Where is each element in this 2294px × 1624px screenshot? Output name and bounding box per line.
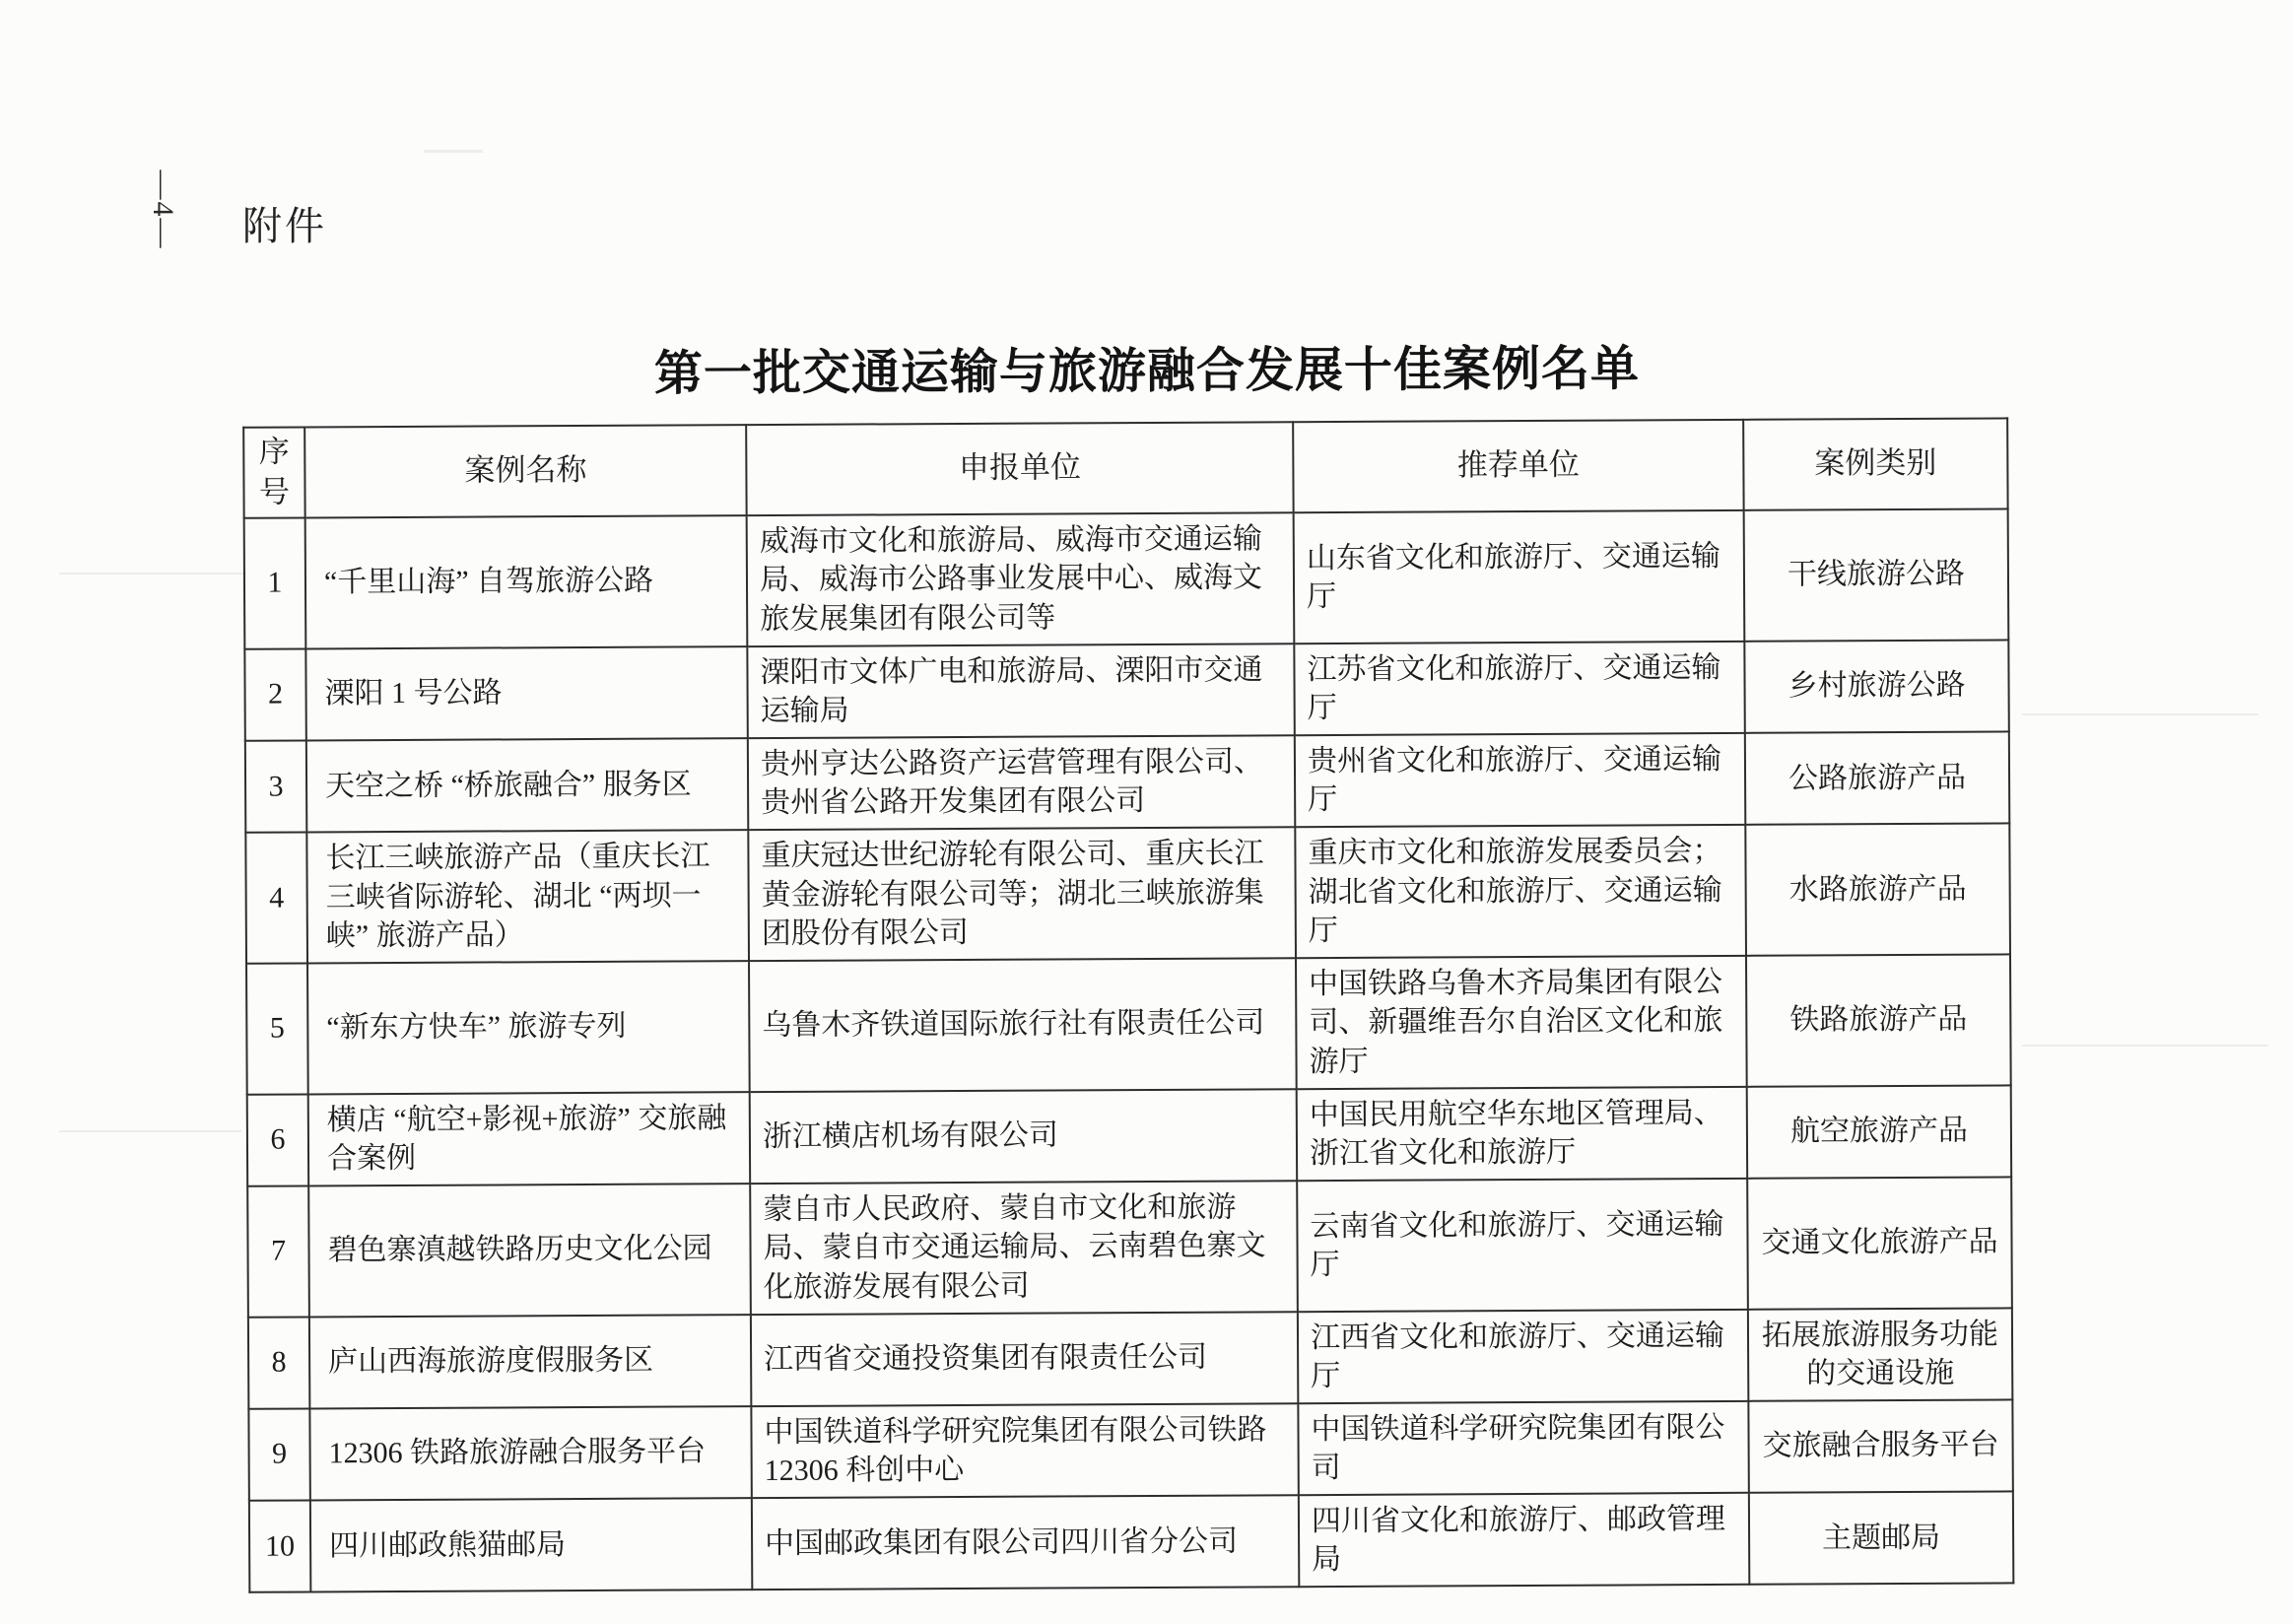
attachment-label: 附件	[242, 204, 327, 248]
scan-artifact	[59, 1130, 241, 1132]
cell-case-name: “千里山海” 自驾旅游公路	[305, 515, 748, 648]
cell-recommender: 中国铁路乌鲁木齐局集团有限公司、新疆维吾尔自治区文化和旅游厅	[1296, 956, 1747, 1089]
cell-recommender: 江西省文化和旅游厅、交通运输厅	[1298, 1309, 1748, 1403]
cell-recommender: 山东省文化和旅游厅、交通运输厅	[1294, 510, 1745, 643]
cell-index: 1	[244, 517, 306, 648]
cell-category: 交旅融合服务平台	[1748, 1399, 2012, 1493]
scan-artifact	[2022, 713, 2259, 715]
table-row	[248, 1308, 2012, 1409]
cell-recommender: 贵州省文化和旅游厅、交通运输厅	[1295, 733, 1745, 828]
cell-recommender: 中国民用航空华东地区管理局、浙江省文化和旅游厅	[1297, 1086, 1747, 1181]
col-header-category: 案例类别	[1743, 418, 2007, 509]
cell-index: 7	[247, 1185, 309, 1317]
cell-applicant: 中国邮政集团有限公司四川省分公司	[752, 1495, 1299, 1590]
cell-recommender: 中国铁道科学研究院集团有限公司	[1298, 1401, 1748, 1496]
cell-index: 10	[249, 1500, 310, 1592]
col-header-case-name: 案例名称	[304, 425, 746, 517]
cell-case-name: 天空之桥 “桥旅融合” 服务区	[306, 738, 748, 833]
cell-category: 铁路旅游产品	[1746, 954, 2011, 1086]
cell-category: 拓展旅游服务功能的交通设施	[1748, 1308, 2012, 1401]
cell-index: 5	[246, 963, 308, 1094]
header-row	[243, 418, 2007, 517]
cell-index: 6	[247, 1094, 308, 1186]
table-row	[246, 954, 2011, 1094]
cell-category: 水路旅游产品	[1745, 823, 2010, 955]
cell-applicant: 贵州亨达公路资产运营管理有限公司、贵州省公路开发集团有限公司	[748, 735, 1295, 830]
cell-applicant: 中国铁道科学研究院集团有限公司铁路 12306 科创中心	[751, 1403, 1298, 1498]
cell-applicant: 威海市文化和旅游局、威海市交通运输局、威海市公路事业发展中心、威海文旅发展集团有限公司等	[747, 512, 1295, 646]
cell-applicant: 浙江横店机场有限公司	[750, 1089, 1297, 1184]
cell-index: 8	[248, 1317, 309, 1409]
cell-index: 9	[248, 1408, 309, 1501]
table-row	[247, 1177, 2012, 1317]
cell-applicant: 蒙自市人民政府、蒙自市文化和旅游局、蒙自市交通运输局、云南碧色寨文化旅游发展有限公司	[750, 1181, 1298, 1315]
table-row	[244, 508, 2009, 648]
cases-table-header	[243, 418, 2007, 517]
table-row	[247, 1085, 2011, 1186]
col-header-recommender: 推荐单位	[1293, 420, 1743, 512]
scan-artifact	[2022, 1045, 2268, 1047]
table-row	[245, 731, 2009, 833]
cell-case-name: 长江三峡旅游产品（重庆长江三峡省际游轮、湖北 “两坝一峡” 旅游产品）	[306, 830, 749, 963]
cell-category: 乡村旅游公路	[1744, 640, 2008, 733]
cases-table-body	[244, 508, 2014, 1592]
table-row	[248, 1399, 2012, 1501]
table-row	[249, 1491, 2013, 1592]
cell-applicant: 溧阳市文体广电和旅游局、溧阳市交通运输局	[747, 643, 1294, 738]
cell-category: 主题邮局	[1749, 1491, 2013, 1585]
cell-recommender: 四川省文化和旅游厅、邮政管理局	[1299, 1493, 1749, 1588]
col-header-index: 序号	[243, 427, 304, 517]
cell-index: 3	[245, 740, 306, 833]
scan-artifact	[59, 573, 246, 575]
cell-case-name: 四川邮政熊猫邮局	[310, 1498, 752, 1592]
cell-category: 交通文化旅游产品	[1747, 1177, 2012, 1309]
cell-applicant: 乌鲁木齐铁道国际旅行社有限责任公司	[749, 958, 1297, 1092]
cell-case-name: 碧色寨滇越铁路历史文化公园	[308, 1184, 751, 1317]
col-header-applicant: 申报单位	[746, 422, 1293, 515]
cell-case-name: 庐山西海旅游度假服务区	[309, 1315, 751, 1409]
cell-case-name: “新东方快车” 旅游专列	[307, 961, 750, 1094]
cell-index: 2	[244, 648, 305, 741]
table-row	[245, 823, 2010, 963]
cell-category: 公路旅游产品	[1745, 731, 2009, 825]
cell-category: 航空旅游产品	[1747, 1085, 2011, 1179]
cell-category: 干线旅游公路	[1744, 508, 2009, 641]
cell-case-name: 12306 铁路旅游融合服务平台	[309, 1406, 751, 1501]
cell-case-name: 横店 “航空+影视+旅游” 交旅融合案例	[308, 1092, 750, 1186]
cell-recommender: 江苏省文化和旅游厅、交通运输厅	[1294, 641, 1744, 735]
cases-table	[242, 417, 2014, 1592]
cell-applicant: 重庆冠达世纪游轮有限公司、重庆长江黄金游轮有限公司等；湖北三峡旅游集团股份有限公司	[748, 827, 1296, 961]
document-title: 第一批交通运输与旅游融合发展十佳案例名单	[653, 341, 1641, 401]
cell-case-name: 溧阳 1 号公路	[305, 646, 747, 741]
cell-recommender: 重庆市文化和旅游发展委员会；湖北省文化和旅游厅、交通运输厅	[1295, 825, 1746, 958]
cell-index: 4	[245, 832, 307, 963]
cell-applicant: 江西省交通投资集团有限责任公司	[751, 1312, 1298, 1406]
table-row	[244, 640, 2008, 741]
scan-artifact	[424, 150, 483, 153]
page-number-marker: —4—	[147, 169, 179, 250]
cell-recommender: 云南省文化和旅游厅、交通运输厅	[1297, 1179, 1748, 1312]
